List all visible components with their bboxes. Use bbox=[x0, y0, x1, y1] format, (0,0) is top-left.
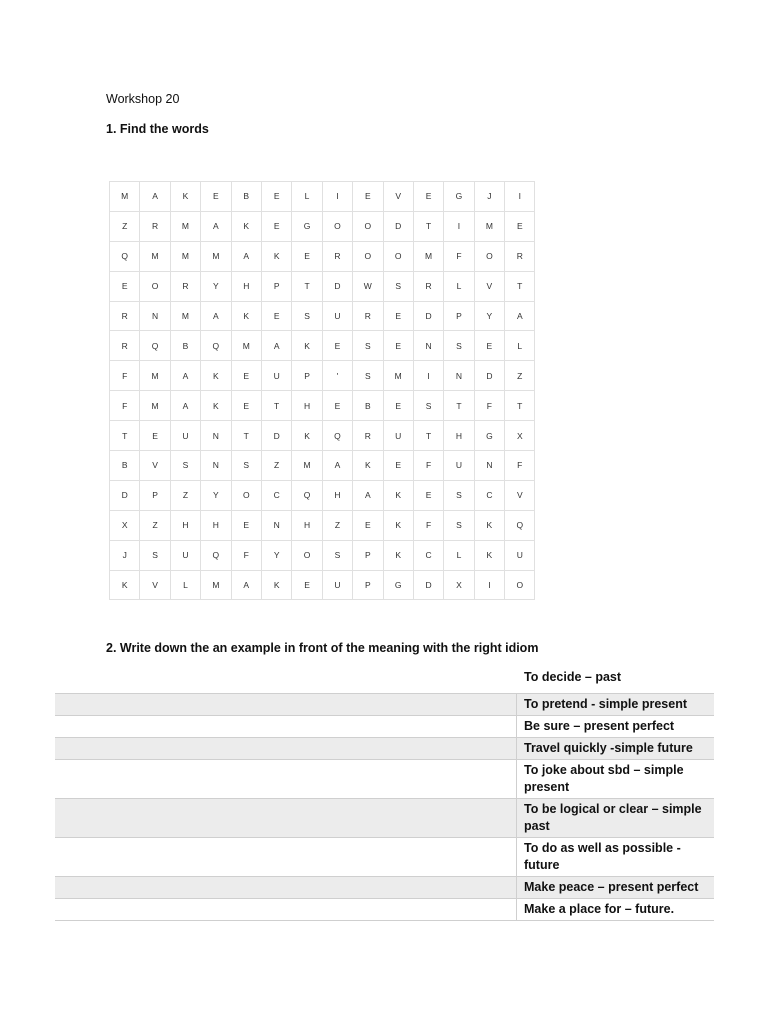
grid-cell: E bbox=[292, 241, 322, 271]
grid-cell: L bbox=[444, 540, 474, 570]
grid-cell: Q bbox=[201, 331, 231, 361]
grid-cell: F bbox=[110, 391, 140, 421]
answer-cell[interactable] bbox=[55, 899, 517, 921]
document-title: Workshop 20 bbox=[106, 92, 180, 106]
grid-cell: H bbox=[170, 510, 200, 540]
grid-cell: O bbox=[322, 211, 352, 241]
grid-cell: A bbox=[505, 301, 535, 331]
grid-cell: T bbox=[505, 391, 535, 421]
grid-cell: L bbox=[444, 271, 474, 301]
grid-cell: K bbox=[383, 480, 413, 510]
grid-cell: P bbox=[444, 301, 474, 331]
grid-cell: U bbox=[170, 540, 200, 570]
grid-cell: U bbox=[444, 451, 474, 481]
grid-cell: B bbox=[170, 331, 200, 361]
grid-cell: M bbox=[413, 241, 443, 271]
grid-cell: X bbox=[505, 421, 535, 451]
grid-cell: Q bbox=[201, 540, 231, 570]
grid-cell: S bbox=[292, 301, 322, 331]
grid-cell: Z bbox=[322, 510, 352, 540]
grid-cell: A bbox=[170, 391, 200, 421]
grid-cell: R bbox=[505, 241, 535, 271]
idiom-header-label: To decide – past bbox=[524, 670, 622, 684]
grid-cell: K bbox=[474, 510, 504, 540]
grid-cell: U bbox=[170, 421, 200, 451]
grid-cell: D bbox=[383, 211, 413, 241]
idiom-row bbox=[55, 877, 714, 899]
grid-cell: M bbox=[140, 361, 170, 391]
grid-cell: M bbox=[140, 391, 170, 421]
grid-cell: Q bbox=[140, 331, 170, 361]
grid-cell: M bbox=[201, 241, 231, 271]
grid-cell: R bbox=[353, 301, 383, 331]
grid-cell: T bbox=[505, 271, 535, 301]
answer-cell[interactable] bbox=[55, 738, 517, 760]
grid-cell: K bbox=[261, 241, 291, 271]
grid-cell: T bbox=[292, 271, 322, 301]
grid-row bbox=[110, 331, 535, 361]
grid-cell: ' bbox=[322, 361, 352, 391]
grid-cell: M bbox=[170, 241, 200, 271]
grid-cell: M bbox=[201, 570, 231, 600]
grid-cell: T bbox=[261, 391, 291, 421]
grid-cell: T bbox=[110, 421, 140, 451]
idiom-row bbox=[55, 760, 714, 799]
grid-cell: O bbox=[505, 570, 535, 600]
grid-cell: K bbox=[110, 570, 140, 600]
grid-row bbox=[110, 361, 535, 391]
section-2-heading: 2. Write down the an example in front of the meaning with the right idiom bbox=[106, 641, 539, 655]
grid-row bbox=[110, 241, 535, 271]
grid-cell: R bbox=[140, 211, 170, 241]
grid-cell: C bbox=[474, 480, 504, 510]
grid-cell: D bbox=[413, 301, 443, 331]
grid-cell: E bbox=[231, 361, 261, 391]
idiom-row bbox=[55, 716, 714, 738]
grid-cell: S bbox=[413, 391, 443, 421]
grid-cell: T bbox=[444, 391, 474, 421]
meaning-cell: To be logical or clear – simple past bbox=[517, 799, 715, 838]
grid-cell: E bbox=[261, 211, 291, 241]
grid-cell: H bbox=[201, 510, 231, 540]
grid-cell: A bbox=[261, 331, 291, 361]
grid-cell: I bbox=[413, 361, 443, 391]
grid-cell: K bbox=[474, 540, 504, 570]
grid-cell: H bbox=[322, 480, 352, 510]
grid-cell: E bbox=[110, 271, 140, 301]
grid-cell: A bbox=[353, 480, 383, 510]
grid-cell: S bbox=[353, 331, 383, 361]
grid-cell: R bbox=[110, 301, 140, 331]
grid-cell: Z bbox=[110, 211, 140, 241]
grid-cell: Y bbox=[201, 480, 231, 510]
grid-cell: A bbox=[201, 301, 231, 331]
grid-cell: E bbox=[383, 331, 413, 361]
grid-cell: M bbox=[170, 211, 200, 241]
meaning-cell: Make peace – present perfect bbox=[517, 877, 715, 899]
grid-cell: K bbox=[383, 510, 413, 540]
grid-cell: Q bbox=[322, 421, 352, 451]
idiom-row bbox=[55, 738, 714, 760]
grid-cell: S bbox=[170, 451, 200, 481]
grid-cell: G bbox=[383, 570, 413, 600]
grid-cell: E bbox=[474, 331, 504, 361]
grid-cell: E bbox=[383, 391, 413, 421]
grid-cell: S bbox=[444, 480, 474, 510]
grid-cell: O bbox=[292, 540, 322, 570]
grid-cell: E bbox=[383, 451, 413, 481]
grid-cell: H bbox=[231, 271, 261, 301]
grid-cell: U bbox=[505, 540, 535, 570]
grid-cell: O bbox=[474, 241, 504, 271]
grid-cell: M bbox=[170, 301, 200, 331]
grid-cell: E bbox=[505, 211, 535, 241]
grid-cell: D bbox=[261, 421, 291, 451]
grid-cell: E bbox=[201, 182, 231, 212]
grid-cell: A bbox=[231, 241, 261, 271]
grid-cell: I bbox=[505, 182, 535, 212]
grid-cell: K bbox=[201, 391, 231, 421]
grid-cell: I bbox=[444, 211, 474, 241]
grid-cell: R bbox=[170, 271, 200, 301]
grid-cell: F bbox=[231, 540, 261, 570]
grid-cell: N bbox=[261, 510, 291, 540]
idiom-row bbox=[55, 899, 714, 921]
grid-cell: H bbox=[292, 391, 322, 421]
grid-cell: K bbox=[292, 421, 322, 451]
grid-cell: E bbox=[322, 391, 352, 421]
grid-cell: P bbox=[353, 570, 383, 600]
grid-cell: O bbox=[140, 271, 170, 301]
grid-cell: X bbox=[110, 510, 140, 540]
grid-row bbox=[110, 480, 535, 510]
grid-cell: R bbox=[353, 421, 383, 451]
grid-cell: K bbox=[170, 182, 200, 212]
idiom-row bbox=[55, 838, 714, 877]
grid-cell: B bbox=[110, 451, 140, 481]
meaning-cell: Travel quickly -simple future bbox=[517, 738, 715, 760]
grid-cell: Z bbox=[505, 361, 535, 391]
grid-cell: D bbox=[322, 271, 352, 301]
grid-cell: V bbox=[140, 570, 170, 600]
grid-cell: W bbox=[353, 271, 383, 301]
grid-cell: S bbox=[140, 540, 170, 570]
grid-cell: V bbox=[505, 480, 535, 510]
grid-cell: E bbox=[261, 301, 291, 331]
grid-cell: Z bbox=[261, 451, 291, 481]
grid-cell: M bbox=[231, 331, 261, 361]
grid-cell: M bbox=[110, 182, 140, 212]
grid-cell: P bbox=[140, 480, 170, 510]
idiom-row bbox=[55, 799, 714, 838]
grid-cell: K bbox=[353, 451, 383, 481]
grid-cell: D bbox=[110, 480, 140, 510]
grid-cell: Z bbox=[140, 510, 170, 540]
meaning-cell: To pretend - simple present bbox=[517, 694, 715, 716]
grid-cell: E bbox=[383, 301, 413, 331]
grid-cell: E bbox=[322, 331, 352, 361]
grid-cell: K bbox=[292, 331, 322, 361]
meaning-cell: To do as well as possible - future bbox=[517, 838, 715, 877]
grid-cell: N bbox=[413, 331, 443, 361]
grid-cell: J bbox=[110, 540, 140, 570]
grid-cell: O bbox=[383, 241, 413, 271]
grid-cell: C bbox=[413, 540, 443, 570]
grid-cell: V bbox=[140, 451, 170, 481]
grid-cell: N bbox=[201, 451, 231, 481]
grid-cell: E bbox=[292, 570, 322, 600]
meaning-cell: Make a place for – future. bbox=[517, 899, 715, 921]
grid-cell: A bbox=[170, 361, 200, 391]
grid-cell: E bbox=[353, 182, 383, 212]
grid-cell: O bbox=[231, 480, 261, 510]
grid-cell: S bbox=[322, 540, 352, 570]
grid-row bbox=[110, 540, 535, 570]
answer-cell[interactable] bbox=[55, 760, 517, 799]
grid-row bbox=[110, 182, 535, 212]
grid-cell: Y bbox=[261, 540, 291, 570]
answer-cell[interactable] bbox=[55, 838, 517, 877]
grid-cell: O bbox=[353, 211, 383, 241]
grid-cell: N bbox=[140, 301, 170, 331]
grid-cell: R bbox=[413, 271, 443, 301]
grid-cell: L bbox=[505, 331, 535, 361]
grid-cell: H bbox=[292, 510, 322, 540]
grid-row bbox=[110, 421, 535, 451]
grid-cell: E bbox=[353, 510, 383, 540]
grid-cell: I bbox=[322, 182, 352, 212]
grid-cell: E bbox=[231, 510, 261, 540]
grid-cell: P bbox=[292, 361, 322, 391]
grid-cell: Q bbox=[505, 510, 535, 540]
word-search-grid bbox=[109, 181, 535, 600]
grid-cell: K bbox=[383, 540, 413, 570]
answer-cell[interactable] bbox=[55, 694, 517, 716]
grid-cell: E bbox=[413, 182, 443, 212]
grid-cell: F bbox=[505, 451, 535, 481]
answer-cell[interactable] bbox=[55, 799, 517, 838]
grid-cell: U bbox=[322, 570, 352, 600]
grid-cell: A bbox=[140, 182, 170, 212]
grid-cell: U bbox=[322, 301, 352, 331]
grid-cell: P bbox=[353, 540, 383, 570]
grid-cell: Z bbox=[170, 480, 200, 510]
grid-cell: M bbox=[292, 451, 322, 481]
grid-cell: M bbox=[140, 241, 170, 271]
grid-cell: T bbox=[231, 421, 261, 451]
idiom-row bbox=[55, 694, 714, 716]
grid-cell: E bbox=[413, 480, 443, 510]
answer-cell[interactable] bbox=[55, 877, 517, 899]
grid-cell: H bbox=[444, 421, 474, 451]
grid-cell: P bbox=[261, 271, 291, 301]
grid-cell: K bbox=[261, 570, 291, 600]
grid-row bbox=[110, 451, 535, 481]
grid-cell: V bbox=[383, 182, 413, 212]
grid-cell: F bbox=[444, 241, 474, 271]
grid-cell: L bbox=[170, 570, 200, 600]
section-1-heading: 1. Find the words bbox=[106, 122, 209, 136]
grid-cell: E bbox=[261, 182, 291, 212]
idiom-table bbox=[55, 693, 714, 921]
grid-row bbox=[110, 211, 535, 241]
grid-cell: A bbox=[231, 570, 261, 600]
grid-cell: B bbox=[231, 182, 261, 212]
grid-cell: M bbox=[474, 211, 504, 241]
grid-cell: Y bbox=[474, 301, 504, 331]
grid-cell: C bbox=[261, 480, 291, 510]
grid-cell: J bbox=[474, 182, 504, 212]
grid-cell: R bbox=[110, 331, 140, 361]
grid-cell: B bbox=[353, 391, 383, 421]
answer-cell[interactable] bbox=[55, 716, 517, 738]
grid-row bbox=[110, 271, 535, 301]
grid-cell: Y bbox=[201, 271, 231, 301]
grid-cell: F bbox=[413, 510, 443, 540]
grid-cell: D bbox=[474, 361, 504, 391]
grid-cell: S bbox=[444, 510, 474, 540]
grid-cell: F bbox=[474, 391, 504, 421]
grid-cell: A bbox=[201, 211, 231, 241]
grid-cell: N bbox=[474, 451, 504, 481]
grid-cell: G bbox=[444, 182, 474, 212]
grid-row bbox=[110, 570, 535, 600]
grid-cell: K bbox=[201, 361, 231, 391]
grid-cell: I bbox=[474, 570, 504, 600]
grid-row bbox=[110, 301, 535, 331]
meaning-cell: To joke about sbd – simple present bbox=[517, 760, 715, 799]
meaning-cell: Be sure – present perfect bbox=[517, 716, 715, 738]
grid-cell: N bbox=[201, 421, 231, 451]
grid-cell: Q bbox=[292, 480, 322, 510]
grid-cell: U bbox=[383, 421, 413, 451]
grid-cell: T bbox=[413, 211, 443, 241]
grid-cell: U bbox=[261, 361, 291, 391]
grid-row bbox=[110, 510, 535, 540]
grid-cell: S bbox=[444, 331, 474, 361]
grid-cell: L bbox=[292, 182, 322, 212]
grid-cell: A bbox=[322, 451, 352, 481]
grid-cell: T bbox=[413, 421, 443, 451]
grid-cell: K bbox=[231, 211, 261, 241]
grid-cell: E bbox=[140, 421, 170, 451]
grid-cell: F bbox=[413, 451, 443, 481]
grid-cell: S bbox=[353, 361, 383, 391]
grid-cell: S bbox=[383, 271, 413, 301]
grid-cell: S bbox=[231, 451, 261, 481]
grid-cell: F bbox=[110, 361, 140, 391]
grid-cell: M bbox=[383, 361, 413, 391]
grid-cell: D bbox=[413, 570, 443, 600]
grid-cell: X bbox=[444, 570, 474, 600]
grid-row bbox=[110, 391, 535, 421]
grid-cell: V bbox=[474, 271, 504, 301]
grid-cell: O bbox=[353, 241, 383, 271]
grid-cell: G bbox=[474, 421, 504, 451]
grid-cell: Q bbox=[110, 241, 140, 271]
grid-cell: G bbox=[292, 211, 322, 241]
grid-cell: K bbox=[231, 301, 261, 331]
grid-cell: R bbox=[322, 241, 352, 271]
grid-cell: N bbox=[444, 361, 474, 391]
grid-cell: E bbox=[231, 391, 261, 421]
